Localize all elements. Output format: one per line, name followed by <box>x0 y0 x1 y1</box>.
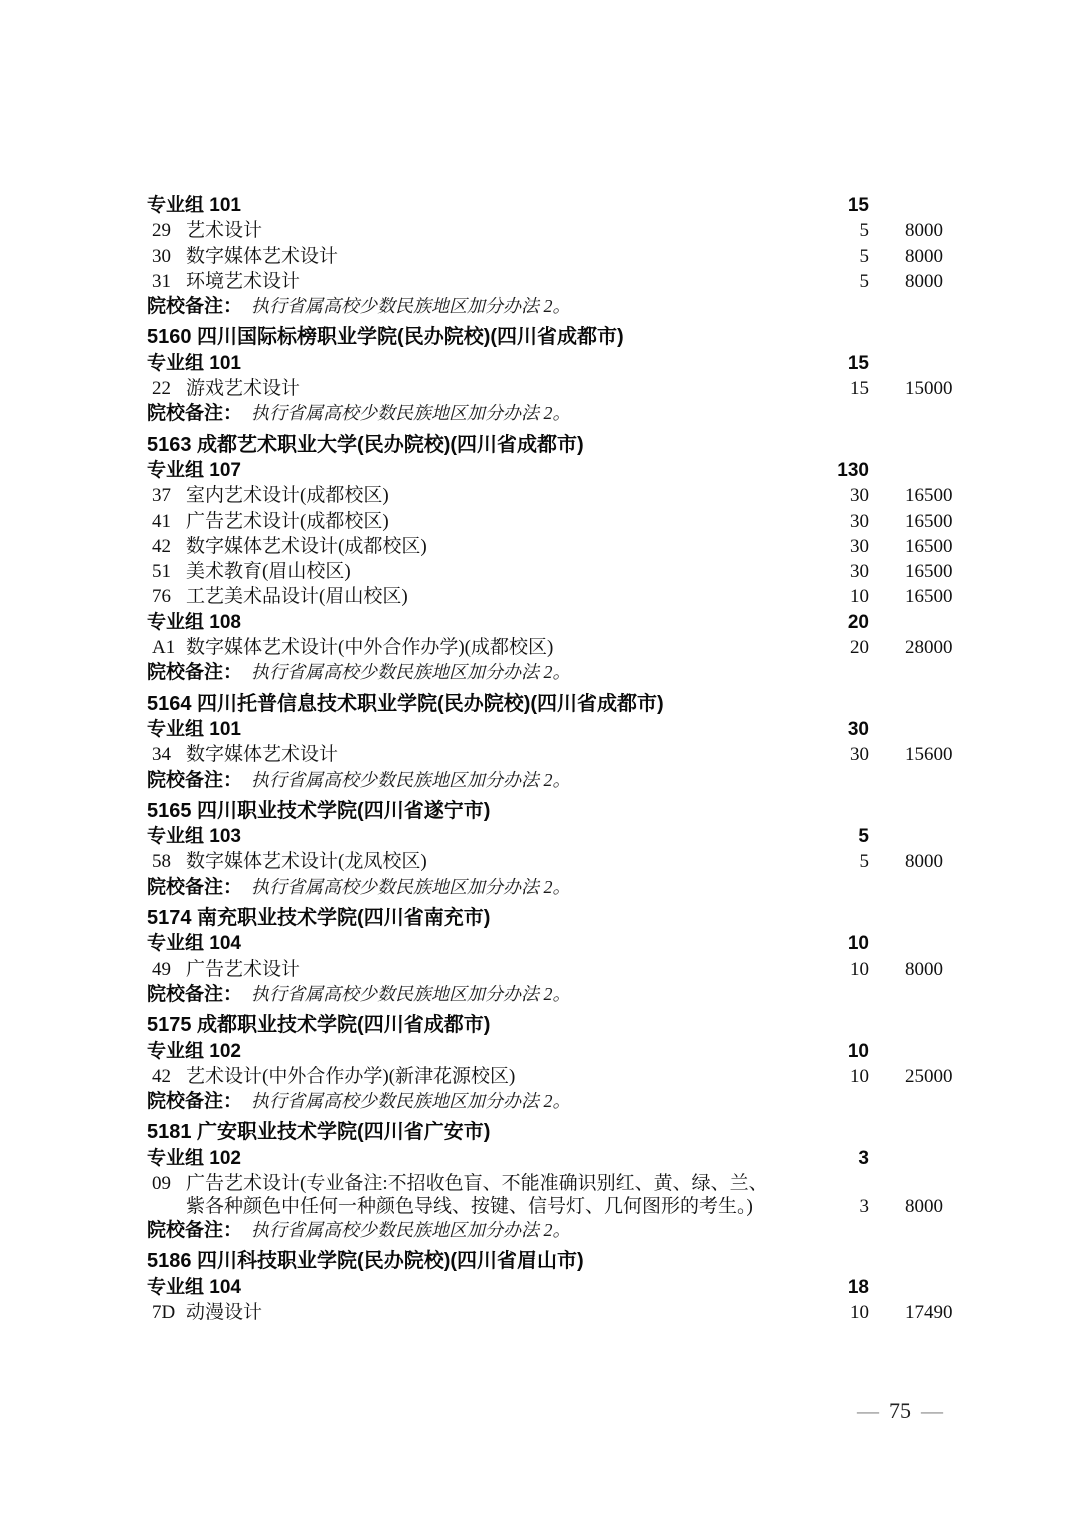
page-number-footer <box>835 1398 965 1424</box>
major-plan-count: 30 <box>850 510 869 532</box>
school-header: 5165 四川职业技术学院(四川省遂宁市) <box>147 799 491 822</box>
major-fee: 16500 <box>905 561 953 583</box>
major-code: 41 <box>152 510 171 532</box>
group-label: 专业组 104 <box>147 933 241 955</box>
note-text: 执行省属高校少数民族地区加分办法 2。 <box>251 662 571 683</box>
group-plan-count: 10 <box>847 1040 869 1062</box>
major-row <box>0 742 1080 767</box>
major-code: 37 <box>152 485 171 507</box>
note-text: 执行省属高校少数民族地区加分办法 2。 <box>251 876 571 897</box>
major-fee: 8000 <box>905 958 943 980</box>
major-name: 数字媒体艺术设计 <box>186 744 339 766</box>
group-label: 专业组 101 <box>147 718 241 740</box>
major-name: 艺术设计(中外合作办学)(新津花源校区) <box>186 1065 516 1087</box>
footer-right-dash: — <box>921 1398 943 1423</box>
group-label: 专业组 102 <box>147 1040 241 1062</box>
note-label: 院校备注： <box>147 403 243 425</box>
group-label: 专业组 101 <box>147 195 241 216</box>
group-plan-count: 20 <box>847 611 869 633</box>
major-row <box>0 849 1080 874</box>
major-code: 42 <box>152 535 171 557</box>
school-header: 5164 四川托普信息技术职业学院(民办院校)(四川省成都市) <box>147 692 664 715</box>
major-code: 49 <box>152 958 171 980</box>
note-label: 院校备注： <box>147 983 243 1005</box>
note-label: 院校备注： <box>147 662 243 684</box>
major-fee: 8000 <box>905 851 943 873</box>
school-header: 5175 成都职业技术学院(四川省成都市) <box>147 1014 491 1037</box>
major-name: 数字媒体艺术设计(龙凤校区) <box>186 851 427 873</box>
note-label: 院校备注： <box>147 769 243 791</box>
major-name: 艺术设计 <box>186 220 263 242</box>
major-name: 动漫设计 <box>186 1301 263 1323</box>
group-plan-count: 30 <box>847 718 869 740</box>
group-label: 专业组 103 <box>147 826 241 848</box>
group-row <box>0 824 1080 849</box>
group-row <box>0 458 1080 483</box>
major-row <box>0 1064 1080 1089</box>
school-header: 5181 广安职业技术学院(四川省广安市) <box>147 1121 491 1144</box>
major-plan-count: 20 <box>850 637 869 659</box>
note-label: 院校备注： <box>147 876 243 898</box>
note-text: 执行省属高校少数民族地区加分办法 2。 <box>251 1219 571 1240</box>
major-name: 紫各种颜色中任何一种颜色导线、按键、信号灯、几何图形的考生。) <box>186 1195 753 1217</box>
major-fee: 8000 <box>905 270 943 292</box>
major-row <box>0 269 1080 294</box>
admission-plan-table <box>0 193 1080 1325</box>
major-row <box>0 559 1080 584</box>
major-fee: 15600 <box>905 744 953 766</box>
note-label: 院校备注： <box>147 1219 243 1241</box>
major-plan-count: 5 <box>859 270 869 292</box>
school-note-row <box>0 401 1080 426</box>
major-name: 环境艺术设计 <box>186 270 301 292</box>
major-plan-count: 10 <box>850 958 869 980</box>
major-fee: 8000 <box>905 220 943 242</box>
school-header: 5163 成都艺术职业大学(民办院校)(四川省成都市) <box>147 433 584 456</box>
major-fee: 16500 <box>905 510 953 532</box>
major-code: 76 <box>152 586 171 608</box>
group-plan-count: 5 <box>858 826 869 848</box>
group-plan-count: 18 <box>847 1276 869 1298</box>
group-row <box>0 931 1080 956</box>
group-label: 专业组 108 <box>147 611 241 633</box>
note-text: 执行省属高校少数民族地区加分办法 2。 <box>251 296 571 317</box>
major-plan-count: 10 <box>850 1301 869 1323</box>
group-row <box>0 193 1080 218</box>
major-plan-count: 30 <box>850 744 869 766</box>
group-label: 专业组 101 <box>147 352 241 374</box>
major-row <box>0 1300 1080 1325</box>
major-fee: 8000 <box>905 245 943 267</box>
major-code: 34 <box>152 744 171 766</box>
school-header: 5160 四川国际标榜职业学院(民办院校)(四川省成都市) <box>147 326 624 349</box>
school-header: 5186 四川科技职业学院(民办院校)(四川省眉山市) <box>147 1250 584 1273</box>
major-fee: 25000 <box>905 1065 953 1087</box>
note-text: 执行省属高校少数民族地区加分办法 2。 <box>251 983 571 1004</box>
page-number: 75 <box>889 1398 911 1423</box>
major-code: 09 <box>152 1172 171 1194</box>
major-name: 工艺美术品设计(眉山校区) <box>186 586 408 608</box>
major-fee: 15000 <box>905 378 953 400</box>
group-plan-count: 10 <box>847 933 869 955</box>
school-note-row <box>0 294 1080 319</box>
group-row <box>0 1275 1080 1300</box>
major-name: 游戏艺术设计 <box>186 378 301 400</box>
major-row <box>0 534 1080 559</box>
major-plan-count: 30 <box>850 485 869 507</box>
major-row <box>0 483 1080 508</box>
major-plan-count: 5 <box>859 220 869 242</box>
group-row <box>0 351 1080 376</box>
major-row <box>0 635 1080 660</box>
major-name: 数字媒体艺术设计(成都校区) <box>186 535 427 557</box>
school-note-row <box>0 982 1080 1007</box>
footer-left-dash: — <box>857 1398 879 1423</box>
major-row <box>0 509 1080 534</box>
major-row <box>0 376 1080 401</box>
school-note-row <box>0 875 1080 900</box>
major-name: 广告艺术设计 <box>186 958 301 980</box>
major-name: 数字媒体艺术设计 <box>186 245 339 267</box>
major-code: A1 <box>152 637 176 659</box>
major-fee: 17490 <box>905 1301 953 1323</box>
major-plan-count: 10 <box>850 1065 869 1087</box>
major-name: 室内艺术设计(成都校区) <box>186 485 389 507</box>
major-plan-count: 5 <box>859 851 869 873</box>
major-fee: 16500 <box>905 586 953 608</box>
major-fee: 28000 <box>905 637 953 659</box>
major-name-line1 <box>152 1171 1080 1196</box>
major-code: 42 <box>152 1065 171 1087</box>
major-code: 7D <box>152 1301 176 1323</box>
major-row <box>0 957 1080 982</box>
group-row <box>0 717 1080 742</box>
note-label: 院校备注： <box>147 296 243 318</box>
major-plan-count: 15 <box>850 378 869 400</box>
note-text: 执行省属高校少数民族地区加分办法 2。 <box>251 769 571 790</box>
group-plan-count: 3 <box>858 1147 869 1169</box>
group-row <box>0 1039 1080 1064</box>
major-code: 30 <box>152 245 171 267</box>
major-name: 广告艺术设计(专业备注:不招收色盲、不能准确识别红、黄、绿、兰、 <box>186 1172 768 1194</box>
major-row <box>0 244 1080 269</box>
major-fee: 16500 <box>905 535 953 557</box>
major-row <box>0 1171 1080 1218</box>
major-plan-count: 30 <box>850 561 869 583</box>
major-fee: 16500 <box>905 485 953 507</box>
note-text: 执行省属高校少数民族地区加分办法 2。 <box>251 403 571 424</box>
major-plan-count: 5 <box>859 245 869 267</box>
major-plan-count: 10 <box>850 586 869 608</box>
group-plan-count: 130 <box>837 459 869 481</box>
school-note-row <box>0 768 1080 793</box>
school-note-row <box>0 660 1080 685</box>
major-code: 31 <box>152 270 171 292</box>
group-row <box>0 610 1080 635</box>
major-row <box>0 218 1080 243</box>
major-code: 51 <box>152 561 171 583</box>
major-row <box>0 584 1080 609</box>
major-code: 22 <box>152 378 171 400</box>
group-label: 专业组 107 <box>147 459 241 481</box>
major-name: 美术教育(眉山校区) <box>186 561 351 583</box>
major-name: 广告艺术设计(成都校区) <box>186 510 389 532</box>
major-plan-count: 30 <box>850 535 869 557</box>
school-header: 5174 南充职业技术学院(四川省南充市) <box>147 907 491 930</box>
group-plan-count: 15 <box>847 352 869 374</box>
major-fee: 8000 <box>905 1195 943 1217</box>
major-code: 58 <box>152 851 171 873</box>
school-note-row <box>0 1218 1080 1243</box>
group-plan-count: 15 <box>847 195 869 216</box>
major-code: 29 <box>152 220 171 242</box>
major-plan-count: 3 <box>859 1195 869 1217</box>
group-label: 专业组 102 <box>147 1147 241 1169</box>
school-note-row <box>0 1089 1080 1114</box>
group-label: 专业组 104 <box>147 1276 241 1298</box>
note-label: 院校备注： <box>147 1091 243 1113</box>
note-text: 执行省属高校少数民族地区加分办法 2。 <box>251 1091 571 1112</box>
major-name: 数字媒体艺术设计(中外合作办学)(成都校区) <box>186 637 554 659</box>
group-row <box>0 1146 1080 1171</box>
